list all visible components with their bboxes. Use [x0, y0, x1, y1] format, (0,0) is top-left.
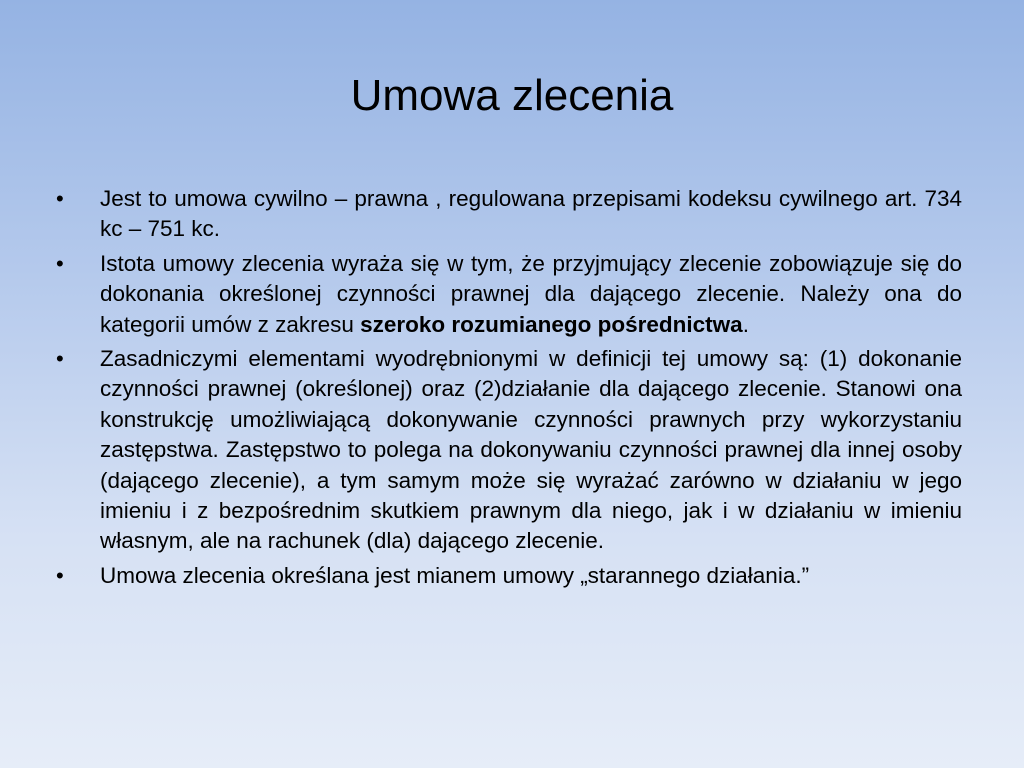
bullet-item-2 [56, 249, 962, 340]
bullet-dot-icon: • [56, 346, 64, 372]
bullet-item-4 [56, 561, 962, 591]
bullet-dot-icon: • [56, 250, 64, 276]
bullet-dot-icon: • [56, 186, 64, 211]
bullet-list [56, 184, 962, 595]
bullet-item-1 [56, 184, 962, 245]
bullet-text: Jest to umowa cywilno – prawna , regulowana przepisami kodeksu cywilnego art. 734 kc – 751 kc. [100, 186, 962, 242]
bullet-text-after: . [742, 311, 749, 337]
bullet-bold-text: szeroko rozumianego pośrednictwa [360, 311, 743, 337]
bullet-text [100, 251, 962, 337]
bullet-text: Zasadniczymi elementami wyodrębnionymi w definicji tej umowy są: (1) dokonanie czynności prawnej (określonej) oraz (2)działanie dla dającego zlecenie. Stanowi ona konstrukcję umożliwiającą dokonywanie czynności prawnych przy wykorzystaniu zastępstwa. Zastępstwo to polega na dokonywaniu czynności prawnej dla innej osoby (dającego zlecenie), a tym samym może się wyrażać zarówno w działaniu w jego imieniu i z bezpośrednim skutkiem prawnym dla niego, jak i w działaniu w imieniu własnym, ale na rachunek (dla) dającego zlecenie. [100, 346, 962, 554]
bullet-text: Umowa zlecenia określana jest mianem umowy „starannego działania.” [100, 562, 810, 588]
bullet-dot-icon: • [56, 562, 64, 588]
bullet-text-before: Istota umowy zlecenia wyraża się w tym, że przyjmujący zlecenie zobowiązuje się do dokonania określonej czynności prawnej dla dającego zlecenie. Należy ona do kategorii umów z zakresu [100, 250, 962, 337]
slide-title: Umowa zlecenia [350, 71, 674, 120]
bullet-item-3 [56, 344, 962, 557]
